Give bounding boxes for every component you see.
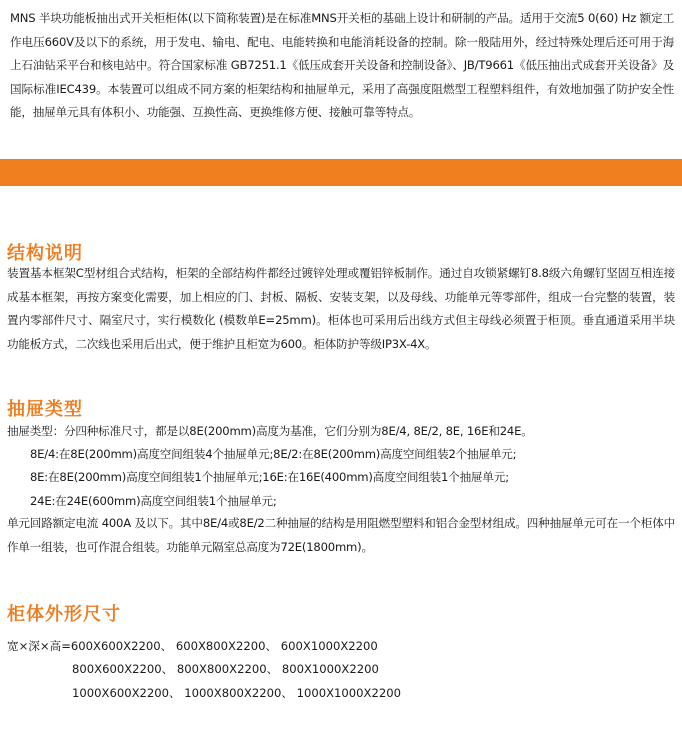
dimension-row-600: 宽×深×高=600X600X2200、 600X800X2200、 600X1000X2200: [7, 639, 378, 653]
dimensions-heading: 柜体外形尺寸: [7, 604, 121, 625]
intro-paragraph: MNS 半块功能板抽出式开关柜柜体(以下简称装置)是在标准MNS开关柜的基础上设计和研制的产品。适用于交流5 0(60) Hz 额定工作电压660V及以下的系统，用于发电、输电、配电、电能转换和电能消耗设备的控制。除一般陆用外，经过特殊处理后还可用于海上石油钻采平台和核电站中。符合国家标准 GB7251.1《低压成套开关设备和控制设备》、JB/T9661《低压抽出式成套开关设备》及国际标准IEC439。本装置可以组成不同方案的柜架结构和抽屉单元，采用了高强度阻燃型工程塑料组件，有效地加强了防护安全性能，抽屉单元具有体积小、功能强、互换性高、更换维修方便、接触可靠等特点。: [10, 11, 674, 119]
drawer-8e-16e-line: 8E:在8E(200mm)高度空间组装1个抽屉单元;16E:在16E(400mm)高度空间组装1个抽屉单元;: [30, 470, 509, 484]
drawer-type-line: 抽屉类型：分四种标准尺寸，都是以8E(200mm)高度为基准，它们分别为8E/4, 8E/2, 8E, 16E和24E。: [7, 424, 533, 438]
drawer-8e4-8e2-line: 8E/4:在8E(200mm)高度空间组装4个抽屉单元;8E/2:在8E(200mm)高度空间组装2个抽屉单元;: [30, 447, 517, 461]
drawer-paragraph: 单元回路额定电流 400A 及以下。其中8E/4或8E/2二种抽屉的结构是用阻燃型塑料和铝合金型材组成。四种抽屉单元可在一个柜体中作单一组装，也可作混合组装。功能单元隔室总高度为72E(1800mm)。: [7, 516, 675, 554]
structure-heading: 结构说明: [7, 243, 83, 264]
orange-divider-band: [0, 159, 682, 186]
dimension-row-1000: 1000X600X2200、 1000X800X2200、 1000X1000X2200: [72, 686, 402, 700]
dimension-row-800: 800X600X2200、 800X800X2200、 800X1000X2200: [72, 662, 379, 676]
drawer-24e-line: 24E:在24E(600mm)高度空间组装1个抽屉单元;: [30, 494, 277, 508]
structure-paragraph: 装置基本框架C型材组合式结构，柜架的全部结构件都经过镀锌处理或覆铝锌板制作。通过自攻锁紧螺钉8.8级六角螺钉坚固互相连接成基本框架，再按方案变化需要，加上相应的门、封板、隔板、安装支架，以及母线、功能单元等零部件，组成一台完整的装置，装置内零部件尺寸、隔室尺寸，实行模数化 (模数单E=25mm)。柜体也可采用后出线方式但主母线必须置于柜顶。垂直通道采用半块功能板方式，二次线也采用后出式，便于维护且柜宽为600。柜体防护等级IP3X-4X。: [7, 266, 675, 351]
drawer-heading: 抽屉类型: [7, 399, 83, 420]
